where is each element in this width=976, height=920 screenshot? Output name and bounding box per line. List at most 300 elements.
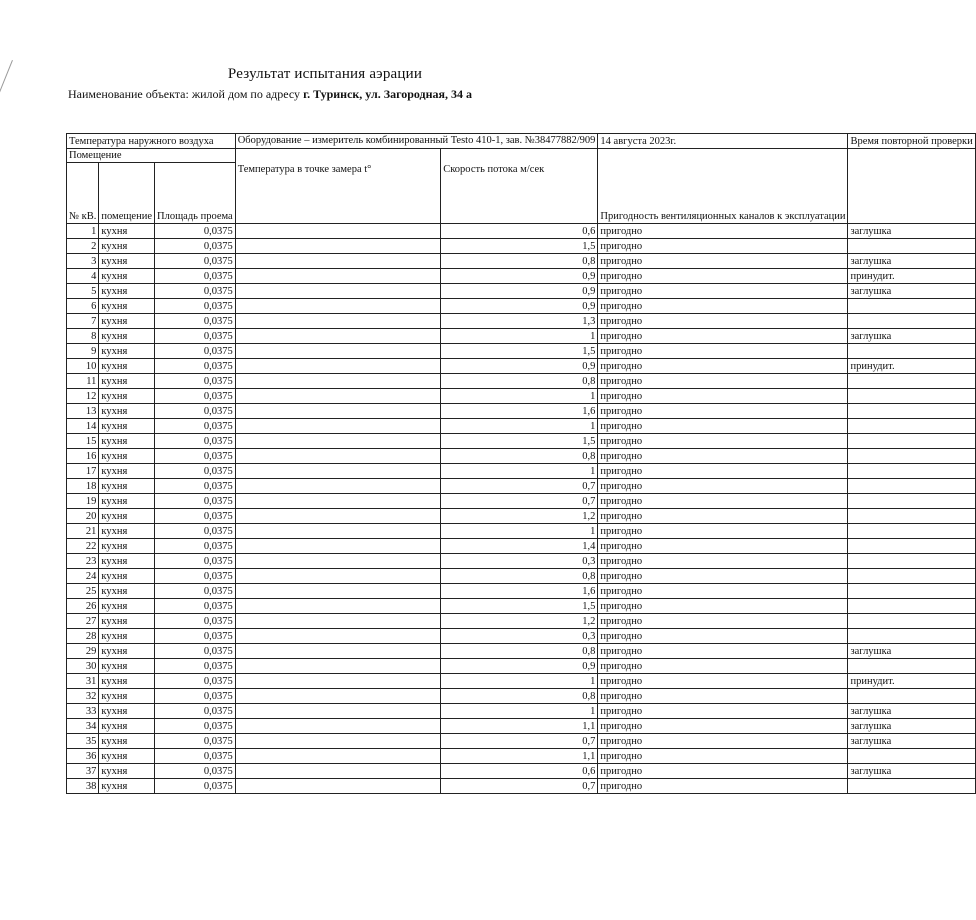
temperature-cell — [235, 674, 441, 689]
apartment-number-cell: 4 — [67, 269, 99, 284]
opening-area-cell: 0,0375 — [155, 254, 236, 269]
apartment-number-cell: 7 — [67, 314, 99, 329]
opening-area-cell: 0,0375 — [155, 479, 236, 494]
table-row — [67, 479, 976, 494]
table-row — [67, 644, 976, 659]
table-row — [67, 629, 976, 644]
suitability-cell: пригодно — [598, 479, 848, 494]
opening-area-cell: 0,0375 — [155, 644, 236, 659]
recheck-cell — [848, 599, 975, 614]
recheck-cell: принудит. — [848, 359, 975, 374]
recheck-cell — [848, 524, 975, 539]
suitability-cell: пригодно — [598, 329, 848, 344]
suitability-cell: пригодно — [598, 254, 848, 269]
table-row — [67, 449, 976, 464]
apartment-number-cell: 38 — [67, 779, 99, 794]
flow-speed-cell: 1,2 — [441, 614, 598, 629]
suitability-cell: пригодно — [598, 779, 848, 794]
recheck-cell: заглушка — [848, 644, 975, 659]
room-cell: кухня — [99, 689, 155, 704]
flow-speed-cell: 0,3 — [441, 629, 598, 644]
table-row — [67, 779, 976, 794]
flow-speed-cell: 1,1 — [441, 719, 598, 734]
temperature-cell — [235, 344, 441, 359]
recheck-cell: принудит. — [848, 269, 975, 284]
room-cell: кухня — [99, 614, 155, 629]
suitability-cell: пригодно — [598, 269, 848, 284]
recheck-cell: заглушка — [848, 224, 975, 239]
room-cell: кухня — [99, 644, 155, 659]
table-row — [67, 329, 976, 344]
suitability-cell: пригодно — [598, 389, 848, 404]
room-cell: кухня — [99, 719, 155, 734]
table-row — [67, 719, 976, 734]
recheck-cell — [848, 314, 975, 329]
table-row — [67, 749, 976, 764]
apartment-number-cell: 31 — [67, 674, 99, 689]
flow-speed-cell: 1,4 — [441, 539, 598, 554]
header-row-2 — [67, 149, 976, 163]
apartment-number-cell: 29 — [67, 644, 99, 659]
flow-speed-cell: 1 — [441, 674, 598, 689]
temperature-cell — [235, 524, 441, 539]
apartment-number-cell: 12 — [67, 389, 99, 404]
recheck-cell: заглушка — [848, 329, 975, 344]
suitability-cell: пригодно — [598, 584, 848, 599]
apartment-number-cell: 16 — [67, 449, 99, 464]
opening-area-cell: 0,0375 — [155, 509, 236, 524]
table-row — [67, 284, 976, 299]
table-row — [67, 524, 976, 539]
temperature-cell — [235, 554, 441, 569]
room-cell: кухня — [99, 764, 155, 779]
suitability-cell: пригодно — [598, 629, 848, 644]
apartment-number-cell: 24 — [67, 569, 99, 584]
flow-speed-cell: 0,9 — [441, 269, 598, 284]
opening-area-cell: 0,0375 — [155, 494, 236, 509]
recheck-cell: заглушка — [848, 704, 975, 719]
suitability-cell: пригодно — [598, 509, 848, 524]
recheck-cell — [848, 779, 975, 794]
recheck-cell — [848, 239, 975, 254]
flow-speed-cell: 1,6 — [441, 404, 598, 419]
room-cell: кухня — [99, 599, 155, 614]
room-cell: кухня — [99, 449, 155, 464]
suitability-cell: пригодно — [598, 434, 848, 449]
table-row — [67, 539, 976, 554]
suitability-cell: пригодно — [598, 299, 848, 314]
room-cell: кухня — [99, 569, 155, 584]
recheck-cell — [848, 554, 975, 569]
recheck-cell: заглушка — [848, 284, 975, 299]
recheck-cell — [848, 614, 975, 629]
flow-speed-cell: 1,1 — [441, 749, 598, 764]
apartment-number-cell: 23 — [67, 554, 99, 569]
recheck-cell — [848, 299, 975, 314]
date-header: 14 августа 2023г. — [598, 134, 848, 149]
table-row — [67, 494, 976, 509]
room-cell: кухня — [99, 314, 155, 329]
opening-area-cell: 0,0375 — [155, 539, 236, 554]
apartment-number-cell: 14 — [67, 419, 99, 434]
recheck-cell — [848, 479, 975, 494]
opening-area-cell: 0,0375 — [155, 719, 236, 734]
apartment-number-cell: 15 — [67, 434, 99, 449]
room-cell: кухня — [99, 254, 155, 269]
room-cell: кухня — [99, 344, 155, 359]
apartment-number-cell: 34 — [67, 719, 99, 734]
apartment-number-cell: 37 — [67, 764, 99, 779]
opening-area-cell: 0,0375 — [155, 329, 236, 344]
opening-area-header: Площадь проема — [155, 163, 236, 224]
table-row — [67, 554, 976, 569]
flow-speed-cell: 0,9 — [441, 299, 598, 314]
suitability-cell: пригодно — [598, 224, 848, 239]
suitability-cell: пригодно — [598, 689, 848, 704]
temperature-cell — [235, 314, 441, 329]
room-cell: кухня — [99, 239, 155, 254]
room-cell: кухня — [99, 554, 155, 569]
object-name-line — [68, 87, 648, 102]
suitability-cell: пригодно — [598, 344, 848, 359]
temperature-cell — [235, 224, 441, 239]
opening-area-cell: 0,0375 — [155, 629, 236, 644]
recheck-time-header: Время повторной проверки — [848, 134, 975, 149]
flow-speed-cell: 1,5 — [441, 434, 598, 449]
temperature-cell — [235, 329, 441, 344]
room-header: помещение — [99, 163, 155, 224]
temperature-cell — [235, 254, 441, 269]
opening-area-cell: 0,0375 — [155, 404, 236, 419]
apartment-number-cell: 30 — [67, 659, 99, 674]
suitability-cell: пригодно — [598, 599, 848, 614]
flow-speed-cell: 0,9 — [441, 359, 598, 374]
temperature-cell — [235, 749, 441, 764]
opening-area-cell: 0,0375 — [155, 524, 236, 539]
room-cell: кухня — [99, 704, 155, 719]
flow-speed-cell: 1 — [441, 389, 598, 404]
room-cell: кухня — [99, 734, 155, 749]
opening-area-cell: 0,0375 — [155, 734, 236, 749]
opening-area-cell: 0,0375 — [155, 389, 236, 404]
temperature-cell — [235, 644, 441, 659]
suitability-cell: пригодно — [598, 404, 848, 419]
room-cell: кухня — [99, 629, 155, 644]
apartment-number-cell: 20 — [67, 509, 99, 524]
apartment-no-header: № кВ. — [67, 163, 99, 224]
recheck-cell — [848, 749, 975, 764]
temperature-cell — [235, 359, 441, 374]
recheck-cell — [848, 344, 975, 359]
flow-speed-cell: 1,3 — [441, 314, 598, 329]
recheck-cell: заглушка — [848, 254, 975, 269]
temperature-cell — [235, 719, 441, 734]
apartment-number-cell: 13 — [67, 404, 99, 419]
header-row-1 — [67, 134, 976, 149]
temperature-cell — [235, 464, 441, 479]
room-cell: кухня — [99, 674, 155, 689]
suitability-cell: пригодно — [598, 704, 848, 719]
recheck-cell: заглушка — [848, 764, 975, 779]
opening-area-cell: 0,0375 — [155, 359, 236, 374]
opening-area-cell: 0,0375 — [155, 224, 236, 239]
room-cell: кухня — [99, 389, 155, 404]
flow-speed-cell: 0,8 — [441, 689, 598, 704]
recheck-cell — [848, 689, 975, 704]
temperature-header: Температура в точке замера t° — [235, 149, 441, 224]
suitability-cell: пригодно — [598, 659, 848, 674]
opening-area-cell: 0,0375 — [155, 314, 236, 329]
room-cell: кухня — [99, 359, 155, 374]
opening-area-cell: 0,0375 — [155, 689, 236, 704]
temperature-cell — [235, 449, 441, 464]
temperature-cell — [235, 434, 441, 449]
object-label: Наименование объекта: жилой дом по адресу — [68, 87, 301, 101]
apartment-number-cell: 25 — [67, 584, 99, 599]
apartment-number-cell: 26 — [67, 599, 99, 614]
temperature-cell — [235, 599, 441, 614]
flow-speed-cell: 1,5 — [441, 344, 598, 359]
flow-speed-cell: 0,7 — [441, 779, 598, 794]
recheck-cell: заглушка — [848, 719, 975, 734]
room-cell: кухня — [99, 329, 155, 344]
flow-speed-cell: 0,9 — [441, 284, 598, 299]
apartment-number-cell: 21 — [67, 524, 99, 539]
opening-area-cell: 0,0375 — [155, 239, 236, 254]
suitability-cell: пригодно — [598, 314, 848, 329]
apartment-number-cell: 36 — [67, 749, 99, 764]
temperature-cell — [235, 284, 441, 299]
opening-area-cell: 0,0375 — [155, 659, 236, 674]
equipment-header: Оборудование – измеритель комбинированный Testo 410-1, зав. №38477882/909 — [235, 134, 598, 149]
table-row — [67, 269, 976, 284]
apartment-number-cell: 10 — [67, 359, 99, 374]
flow-speed-cell: 1 — [441, 329, 598, 344]
temperature-cell — [235, 629, 441, 644]
flow-speed-cell: 0,9 — [441, 659, 598, 674]
table-row — [67, 419, 976, 434]
room-cell: кухня — [99, 299, 155, 314]
suitability-cell: пригодно — [598, 764, 848, 779]
recheck-cell — [848, 434, 975, 449]
table-row — [67, 344, 976, 359]
table-row — [67, 689, 976, 704]
suitability-cell: пригодно — [598, 734, 848, 749]
suitability-cell: пригодно — [598, 359, 848, 374]
suitability-cell: пригодно — [598, 674, 848, 689]
temperature-cell — [235, 779, 441, 794]
opening-area-cell: 0,0375 — [155, 704, 236, 719]
room-cell: кухня — [99, 434, 155, 449]
room-cell: кухня — [99, 419, 155, 434]
flow-speed-cell: 0,6 — [441, 764, 598, 779]
apartment-number-cell: 18 — [67, 479, 99, 494]
room-cell: кухня — [99, 494, 155, 509]
opening-area-cell: 0,0375 — [155, 419, 236, 434]
opening-area-cell: 0,0375 — [155, 464, 236, 479]
recheck-cell: заглушка — [848, 734, 975, 749]
apartment-number-cell: 32 — [67, 689, 99, 704]
suitability-cell: пригодно — [598, 524, 848, 539]
room-cell: кухня — [99, 374, 155, 389]
table-row — [67, 239, 976, 254]
suitability-cell: пригодно — [598, 539, 848, 554]
suitability-cell: пригодно — [598, 614, 848, 629]
apartment-number-cell: 22 — [67, 539, 99, 554]
suitability-cell: пригодно — [598, 284, 848, 299]
temperature-cell — [235, 704, 441, 719]
recheck-cell — [848, 629, 975, 644]
flow-speed-cell: 0,8 — [441, 449, 598, 464]
room-group-header: Помещение — [67, 149, 236, 163]
temperature-cell — [235, 734, 441, 749]
flow-speed-cell: 1,6 — [441, 584, 598, 599]
object-address: г. Туринск, ул. Загородная, 34 а — [303, 87, 473, 101]
table-row — [67, 674, 976, 689]
room-cell: кухня — [99, 749, 155, 764]
suitability-cell: пригодно — [598, 419, 848, 434]
room-cell: кухня — [99, 479, 155, 494]
opening-area-cell: 0,0375 — [155, 269, 236, 284]
temperature-cell — [235, 584, 441, 599]
apartment-number-cell: 19 — [67, 494, 99, 509]
suitability-cell: пригодно — [598, 569, 848, 584]
flow-speed-cell: 1 — [441, 464, 598, 479]
flow-speed-cell: 1,5 — [441, 599, 598, 614]
apartment-number-cell: 1 — [67, 224, 99, 239]
table-row — [67, 734, 976, 749]
opening-area-cell: 0,0375 — [155, 299, 236, 314]
temperature-cell — [235, 764, 441, 779]
opening-area-cell: 0,0375 — [155, 434, 236, 449]
suitability-cell: пригодно — [598, 554, 848, 569]
suitability-header: Пригодность вентиляционных каналов к эксплуатации — [598, 149, 848, 224]
table-row — [67, 764, 976, 779]
table-row — [67, 569, 976, 584]
suitability-cell: пригодно — [598, 749, 848, 764]
flow-speed-cell: 0,6 — [441, 224, 598, 239]
apartment-number-cell: 5 — [67, 284, 99, 299]
table-row — [67, 314, 976, 329]
apartment-number-cell: 11 — [67, 374, 99, 389]
opening-area-cell: 0,0375 — [155, 779, 236, 794]
apartment-number-cell: 2 — [67, 239, 99, 254]
room-cell: кухня — [99, 284, 155, 299]
temperature-cell — [235, 419, 441, 434]
recheck-cell — [848, 539, 975, 554]
flow-speed-cell: 1 — [441, 419, 598, 434]
recheck-cell — [848, 404, 975, 419]
table-row — [67, 404, 976, 419]
apartment-number-cell: 9 — [67, 344, 99, 359]
aeration-results-table — [66, 133, 976, 794]
apartment-number-cell: 27 — [67, 614, 99, 629]
opening-area-cell: 0,0375 — [155, 614, 236, 629]
opening-area-cell: 0,0375 — [155, 554, 236, 569]
table-row — [67, 299, 976, 314]
temperature-cell — [235, 374, 441, 389]
room-cell: кухня — [99, 779, 155, 794]
table-row — [67, 254, 976, 269]
opening-area-cell: 0,0375 — [155, 284, 236, 299]
flow-speed-cell: 0,8 — [441, 374, 598, 389]
suitability-cell: пригодно — [598, 464, 848, 479]
flow-speed-cell: 1 — [441, 524, 598, 539]
room-cell: кухня — [99, 539, 155, 554]
table-row — [67, 434, 976, 449]
outside-temp-header: Температура наружного воздуха — [67, 134, 236, 149]
recheck-cell — [848, 374, 975, 389]
suitability-cell: пригодно — [598, 449, 848, 464]
table-row — [67, 224, 976, 239]
opening-area-cell: 0,0375 — [155, 374, 236, 389]
opening-area-cell: 0,0375 — [155, 674, 236, 689]
flow-speed-cell: 0,7 — [441, 734, 598, 749]
apartment-number-cell: 17 — [67, 464, 99, 479]
document-title: Результат испытания аэрации — [227, 66, 423, 82]
flow-speed-cell: 0,8 — [441, 644, 598, 659]
flow-speed-cell: 1,2 — [441, 509, 598, 524]
flow-speed-cell: 0,3 — [441, 554, 598, 569]
opening-area-cell: 0,0375 — [155, 584, 236, 599]
opening-area-cell: 0,0375 — [155, 599, 236, 614]
opening-area-cell: 0,0375 — [155, 749, 236, 764]
flow-speed-cell: 0,7 — [441, 494, 598, 509]
flow-speed-header: Скорость потока м/сек — [441, 149, 598, 224]
apartment-number-cell: 8 — [67, 329, 99, 344]
recheck-cell — [848, 449, 975, 464]
opening-area-cell: 0,0375 — [155, 344, 236, 359]
table-row — [67, 704, 976, 719]
flow-speed-cell: 0,8 — [441, 254, 598, 269]
table-row — [67, 374, 976, 389]
temperature-cell — [235, 404, 441, 419]
apartment-number-cell: 3 — [67, 254, 99, 269]
temperature-cell — [235, 689, 441, 704]
recheck-cell — [848, 419, 975, 434]
table-row — [67, 464, 976, 479]
temperature-cell — [235, 269, 441, 284]
temperature-cell — [235, 239, 441, 254]
apartment-number-cell: 6 — [67, 299, 99, 314]
table-row — [67, 659, 976, 674]
flow-speed-cell: 1,5 — [441, 239, 598, 254]
room-cell: кухня — [99, 224, 155, 239]
recheck-cell — [848, 389, 975, 404]
opening-area-cell: 0,0375 — [155, 449, 236, 464]
recheck-column-header — [848, 149, 975, 224]
room-cell: кухня — [99, 464, 155, 479]
temperature-cell — [235, 479, 441, 494]
table-row — [67, 614, 976, 629]
flow-speed-cell: 1 — [441, 704, 598, 719]
room-cell: кухня — [99, 509, 155, 524]
temperature-cell — [235, 299, 441, 314]
table-row — [67, 389, 976, 404]
apartment-number-cell: 35 — [67, 734, 99, 749]
recheck-cell — [848, 494, 975, 509]
room-cell: кухня — [99, 584, 155, 599]
apartment-number-cell: 28 — [67, 629, 99, 644]
room-cell: кухня — [99, 659, 155, 674]
apartment-number-cell: 33 — [67, 704, 99, 719]
suitability-cell: пригодно — [598, 719, 848, 734]
temperature-cell — [235, 389, 441, 404]
recheck-cell: принудит. — [848, 674, 975, 689]
recheck-cell — [848, 584, 975, 599]
room-cell: кухня — [99, 269, 155, 284]
opening-area-cell: 0,0375 — [155, 764, 236, 779]
